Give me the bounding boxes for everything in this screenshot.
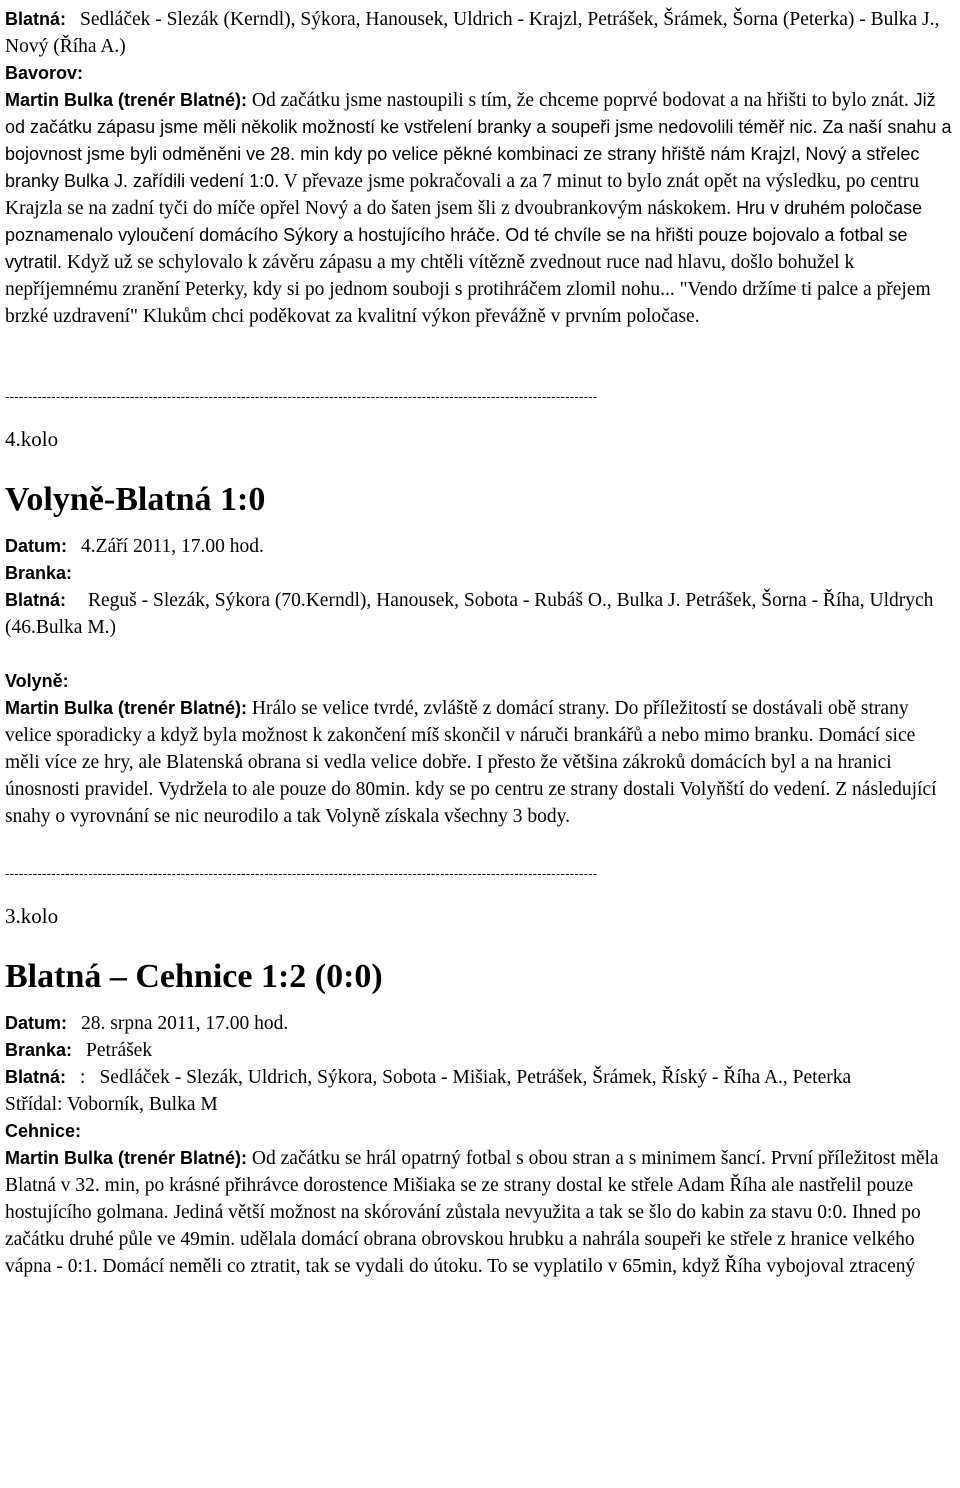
match-4-report	[5, 695, 953, 830]
match-3-date	[5, 1010, 953, 1037]
match-4-lineup	[5, 587, 953, 641]
match-4-date	[5, 533, 953, 560]
match-3-goals-value: Petrášek	[86, 1040, 153, 1061]
match-4-goals-label: Branka:	[5, 563, 73, 583]
match-3-opponent	[5, 1118, 953, 1145]
top-lineup	[5, 6, 953, 60]
match-4-opponent	[5, 668, 953, 695]
top-report-1: Od začátku jsme nastoupili s tím, že chceme poprvé bodovat a na hřišti to bylo znát.	[251, 90, 909, 111]
match-4-report-1: Hrálo se velice tvrdé, zvláště z domácí strany.	[251, 698, 610, 719]
match-3-report-3: Jediná větší možnost na skórování zůstala nevyužita a tak se šlo do kabin za stavu 0:0.	[173, 1202, 848, 1223]
match-4-title: Volyně-Blatná 1:0	[5, 481, 266, 518]
match-3-round: 3.kolo	[5, 904, 59, 928]
match-3-lineup-label: Blatná:	[5, 1067, 67, 1087]
top-report	[5, 87, 953, 330]
match-4-goals	[5, 560, 953, 587]
top-report-5: Když už se schylovalo k závěru zápasu a my chtěli vítězně zvednout ruce nad hlavu, došlo bohužel k nepříjemnému zranění Peterky, kdy si po jednom souboji s protihráčem zlomil nohu... "Vendo držíme ti palce a přejem brzké uzdravení" Klukům chci poděkovat za kvalitní výkon převážně v prvním poločase.	[5, 252, 931, 327]
match-3-title: Blatná – Cehnice 1:2 (0:0)	[5, 958, 383, 995]
top-report-3: V převaze jsme pokračovali a za 7 minut to bylo znát opět na výsledku, po centru Krajzla se na zadní tyči do míče opřel Nový a do šaten jsem šli z dvoubrankovým náskokem.	[5, 171, 920, 219]
match-3-report-4: Ihned po začátku druhé půle ve 49min. udělala domácí obrana obrovskou hrubku a nahrála soupeři ke střele z hranice velkého vápna - 0:1.	[5, 1202, 921, 1277]
match-4-date-value: 4.Září 2011, 17.00 hod.	[81, 536, 264, 557]
match-3-opponent-label: Cehnice:	[5, 1121, 82, 1141]
match-3-report-1: Od začátku se hrál opatrný fotbal s obou stran a s minimem šancí.	[251, 1148, 766, 1169]
match-3-lineup	[5, 1064, 953, 1091]
top-lineup-label: Blatná:	[5, 9, 67, 29]
match-3-subs: Střídal: Voborník, Bulka M	[5, 1094, 218, 1115]
match-3-report-5: Domácí neměli co ztratit, tak se vydali do útoku. To se vyplatilo v 65min, když Říha vybojoval ztracený	[102, 1256, 916, 1277]
match-3-goals-label: Branka:	[5, 1040, 73, 1060]
separator-line: --------------------------------------------------------------------------------------------------------------------------------	[5, 389, 598, 404]
match-3-date-value: 28. srpna 2011, 17.00 hod.	[81, 1013, 289, 1034]
match-4-lineup-label: Blatná:	[5, 590, 67, 610]
match-4-lineup-text: Reguš - Slezák, Sýkora (70.Kerndl), Hanousek, Sobota - Rubáš O., Bulka J. Petrášek, Šorna - Říha, Uldrych (46.Bulka M.)	[5, 590, 934, 638]
match-4-opponent-label: Volyně:	[5, 671, 69, 691]
match-3-coach-label: Martin Bulka (trenér Blatné):	[5, 1148, 248, 1168]
match-3-goals	[5, 1037, 953, 1064]
match-4-coach-label: Martin Bulka (trenér Blatné):	[5, 698, 248, 718]
match-4-report-4: I přesto že většina zákroků domácích byl a na hranici únosnosti pravidel.	[5, 752, 892, 800]
top-report-2: Již od začátku zápasu jsme měli několik možností ke vstřelení branky a soupeři jsme nedovolili téměř nic. Za naší snahu a bojovnost jsme byli odměněni ve 28. min kdy po velice pěkné kombinaci ze strany hřiště nám Krajzl, Nový a střelec branky Bulka J. zařídili vedení 1:0.	[5, 90, 952, 191]
match-3-lineup-text: Sedláček - Slezák, Uldrich, Sýkora, Sobota - Mišiak, Petrášek, Šrámek, Říský - Říha A., Peterka	[99, 1067, 852, 1088]
match-4-round: 4.kolo	[5, 427, 59, 451]
top-coach-label: Martin Bulka (trenér Blatné):	[5, 90, 248, 110]
separator-line: --------------------------------------------------------------------------------------------------------------------------------	[5, 866, 598, 881]
top-opponent-label: Bavorov:	[5, 63, 84, 83]
top-lineup-text: Sedláček - Slezák (Kerndl), Sýkora, Hanousek, Uldrich - Krajzl, Petrášek, Šrámek, Šorna (Peterka) - Bulka J., Nový (Říha A.)	[5, 9, 940, 57]
match-4-report-2: Do příležitostí se dostávali obě strany velice sporadicky a když byla možnost k zakončení míš skončil v náruči brankářů a nebo mimo branku.	[5, 698, 909, 746]
top-report-4: Hru v druhém poločase poznamenalo vyloučení domácího Sýkory a hostujícího hráče. Od té chvíle se na hřišti pouze bojovalo a fotbal se vytratil.	[5, 198, 923, 272]
match-4-report-5: Vydržela to ale pouze do 80min. kdy se po centru ze strany dostali Volyňští do vedení.	[157, 779, 831, 800]
match-3-date-label: Datum:	[5, 1013, 67, 1033]
match-3-report	[5, 1145, 953, 1280]
match-4-report-3: Domácí sice měli více ze hry, ale Blatenská obrana si vedla velice dobře.	[5, 725, 916, 773]
top-opponent	[5, 60, 953, 87]
match-4-report-6: Z následující snahy o vyrovnání se nic neurodilo a tak Volyně získala všechny 3 body.	[5, 779, 937, 827]
match-3-lineup-colon: :	[80, 1067, 86, 1088]
match-3-report-2: První příležitost měla Blatná v 32. min, po krásné přihrávce dorostence Mišiaka se ze strany dostal ke střele Adam Říha ale nastřelil pouze hostujícího golmana.	[5, 1148, 939, 1223]
match-4-date-label: Datum:	[5, 536, 67, 556]
